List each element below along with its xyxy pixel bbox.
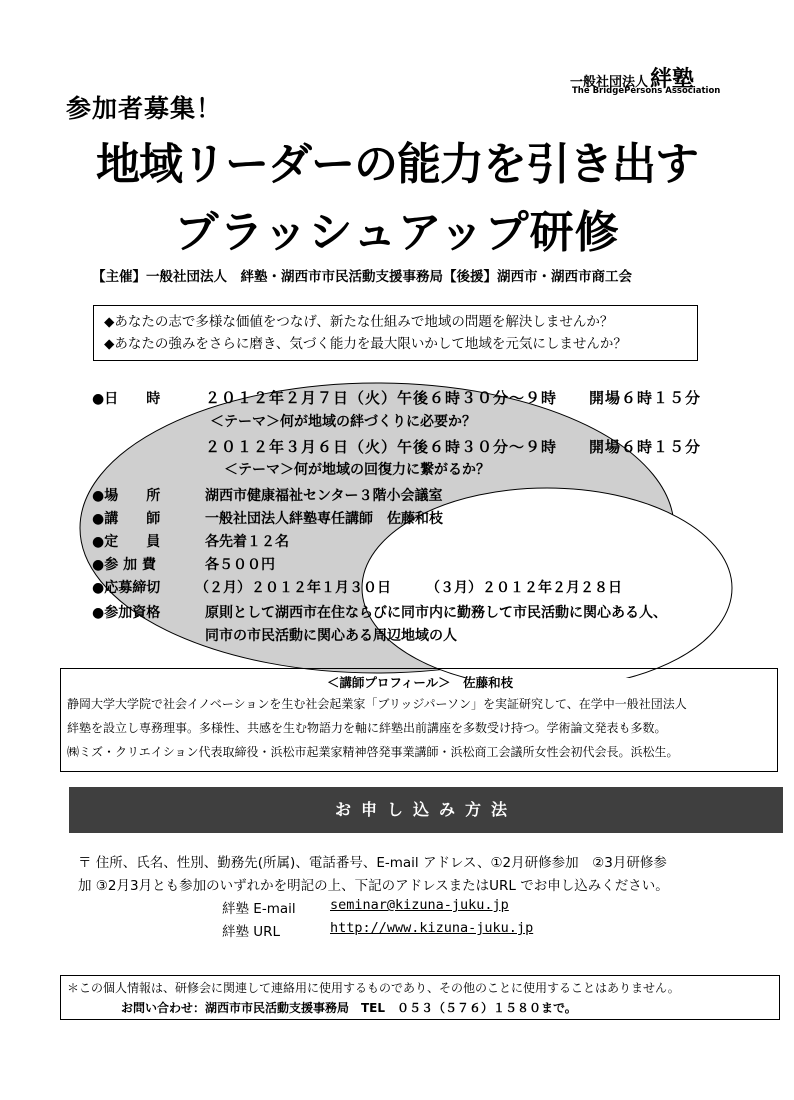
- datetime-label: ●日 時: [92, 391, 161, 407]
- fee-label: ●参 加 費: [92, 557, 156, 573]
- venue-label: ●場 所: [92, 488, 161, 504]
- org-english-name: The BridgePersons Association: [572, 86, 721, 96]
- deadline-value: （２月）２０１２年１月３０日 （３月）２０１２年２月２８日: [195, 580, 622, 596]
- profile-title: ＜講師プロフィール＞ 佐藤和枝: [326, 675, 514, 690]
- capacity-value: 各先着１２名: [205, 534, 289, 550]
- session1-theme: ＜テーマ＞何が地域の絆づくりに必要か？: [210, 414, 476, 430]
- capacity-label: ●定 員: [92, 534, 161, 550]
- apply-line-2: 加 ③2月3月とも参加のいずれかを明記の上、下記のアドレスまたはURL でお申し込みください。: [78, 878, 669, 894]
- title-line-1: 地域リーダーの能力を引き出す: [96, 139, 698, 190]
- deadline-label: ●応募締切: [92, 580, 161, 596]
- lecturer-value: 一般社団法人絆塾専任講師 佐藤和枝: [205, 511, 443, 527]
- privacy-box: [60, 975, 780, 1020]
- question-2: ◆あなたの強みをさらに磨き、気づく能力を最大限いかして地域を元気にしませんか？: [104, 336, 627, 352]
- url-label: 絆塾 URL: [222, 924, 281, 940]
- email-label: 絆塾 E-mail: [222, 901, 296, 917]
- apply-heading: お申し込み方法: [69, 787, 783, 833]
- url-link[interactable]: http://www.kizuna-juku.jp: [330, 920, 534, 936]
- sponsor-line: 【主催】一般社団法人 絆塾・湖西市市民活動支援事務局【後援】湖西市・湖西市商工会: [92, 269, 632, 285]
- qualification-line-1: 原則として湖西市在住ならびに同市内に勤務して市民活動に関心ある人、: [205, 605, 667, 621]
- org-brand: 絆塾: [650, 66, 695, 92]
- profile-line-1: 静岡大学大学院で社会イノベーションを生む社会起業家「ブリッジパーソン」を実証研究して、在学中一般社団法人: [67, 697, 687, 711]
- lecturer-label: ●講 師: [92, 511, 161, 527]
- qualification-line-2: 同市の市民活動に関心ある周辺地域の人: [205, 628, 457, 644]
- session1-date: ２０１２年２月７日（火）午後６時３０分～９時 開場６時１５分: [205, 389, 702, 407]
- title-line-2: ブラッシュアップ研修: [174, 207, 620, 258]
- question-1: ◆あなたの志で多様な価値をつなげ、新たな仕組みで地域の問題を解決しませんか？: [104, 314, 614, 330]
- contact-info: お問い合わせ：湖西市市民活動支援事務局 TEL ０５３（５７６）１５８０まで。: [121, 1001, 577, 1015]
- profile-line-2: 絆塾を設立し専務理事。多様性、共感を生む物語力を軸に絆塾出前講座を多数受け持つ。学術論文発表も多数。: [67, 721, 667, 735]
- session2-date: ２０１２年３月６日（火）午後６時３０分～９時 開場６時１５分: [205, 438, 702, 456]
- apply-line-1: 〒 住所、氏名、性別、勤務先(所属)、電話番号、E-mail アドレス、①2月研修参加 ②3月研修参: [78, 855, 667, 871]
- email-link[interactable]: seminar@kizuna-juku.jp: [330, 897, 509, 913]
- venue-value: 湖西市健康福祉センター３階小会議室: [205, 488, 443, 504]
- question-box: [93, 305, 698, 361]
- org-name: 一般社団法人: [570, 75, 649, 90]
- qualification-label: ●参加資格: [92, 605, 161, 621]
- recruit-label: 参加者募集！: [66, 94, 223, 123]
- fee-value: 各５００円: [205, 557, 275, 573]
- profile-line-3: ㈱ミズ・クリエイション代表取締役・浜松市起業家精神啓発事業講師・浜松商工会議所女性会初代会長。浜松生。: [67, 745, 679, 759]
- profile-box: [60, 668, 778, 772]
- privacy-note: ＊この個人情報は、研修会に関連して連絡用に使用するものであり、その他のことに使用することはありません。: [67, 981, 680, 995]
- session2-theme: ＜テーマ＞何が地域の回復力に繋がるか？: [224, 462, 490, 478]
